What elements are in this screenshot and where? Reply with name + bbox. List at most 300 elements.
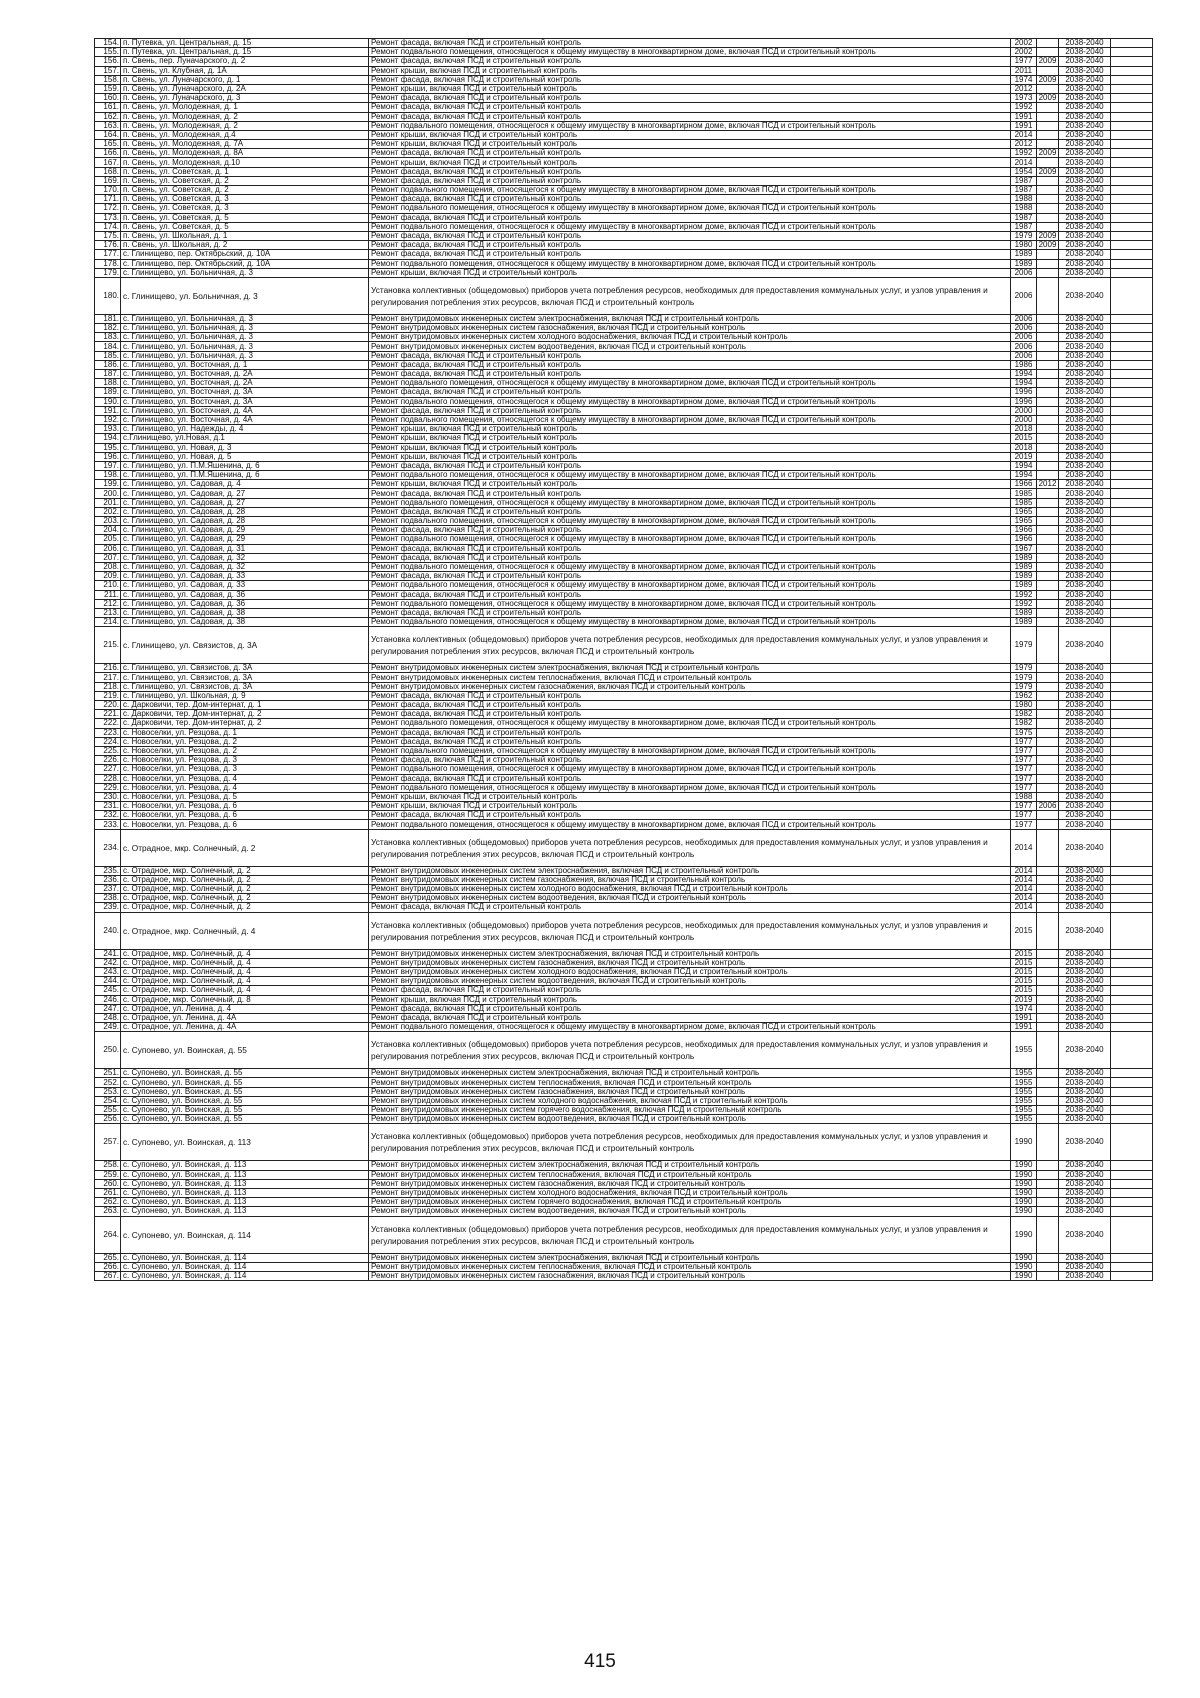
work-type-cell: Ремонт фасада, включая ПСД и строительный контроль xyxy=(369,406,1011,415)
planned-period-cell: 2038-2040 xyxy=(1059,222,1111,231)
extra-empty-cell xyxy=(1111,728,1153,737)
commission-year-cell: 1990 xyxy=(1011,1170,1037,1179)
address-cell: п. Свень, ул. Школьная, д. 1 xyxy=(121,231,369,240)
extra-empty-cell xyxy=(1111,627,1153,664)
row-number: 177. xyxy=(95,250,121,259)
table-row xyxy=(95,1253,1153,1262)
commission-year-cell: 2018 xyxy=(1011,443,1037,452)
commission-year-cell: 1977 xyxy=(1011,802,1037,811)
planned-period-cell: 2038-2040 xyxy=(1059,912,1111,949)
extra-empty-cell xyxy=(1111,1124,1153,1161)
planned-period-cell: 2038-2040 xyxy=(1059,342,1111,351)
table-row xyxy=(95,204,1153,213)
extra-empty-cell xyxy=(1111,1069,1153,1078)
table-row xyxy=(95,820,1153,829)
commission-year-cell: 1991 xyxy=(1011,1023,1037,1032)
work-type-cell: Ремонт фасада, включая ПСД и строительный контроль xyxy=(369,103,1011,112)
extra-empty-cell xyxy=(1111,342,1153,351)
last-repair-year-cell xyxy=(1037,701,1059,710)
commission-year-cell: 1990 xyxy=(1011,1207,1037,1216)
work-type-cell: Ремонт внутридомовых инженерных систем холодного водоснабжения, включая ПСД и строительный контроль xyxy=(369,1188,1011,1197)
planned-period-cell: 2038-2040 xyxy=(1059,66,1111,75)
row-number: 195. xyxy=(95,443,121,452)
commission-year-cell: 1977 xyxy=(1011,756,1037,765)
address-cell: с. Супонево, ул. Воинская, д. 113 xyxy=(121,1198,369,1207)
address-cell: п. Свень, ул. Советская, д. 2 xyxy=(121,186,369,195)
planned-period-cell: 2038-2040 xyxy=(1059,75,1111,84)
commission-year-cell: 1979 xyxy=(1011,664,1037,673)
row-number: 203. xyxy=(95,517,121,526)
table-row xyxy=(95,130,1153,139)
row-number: 172. xyxy=(95,204,121,213)
work-type-cell: Ремонт фасада, включая ПСД и строительный контроль xyxy=(369,39,1011,48)
work-type-cell: Ремонт внутридомовых инженерных систем газоснабжения, включая ПСД и строительный контроль xyxy=(369,958,1011,967)
address-cell: с. Глинищево, ул. Восточная, д. 2А xyxy=(121,379,369,388)
address-cell: с. Отрадное, мкр. Солнечный, д. 2 xyxy=(121,885,369,894)
planned-period-cell: 2038-2040 xyxy=(1059,268,1111,277)
address-cell: с. Глинищево, ул. Связистов, д. 3А xyxy=(121,682,369,691)
commission-year-cell: 1954 xyxy=(1011,167,1037,176)
row-number: 170. xyxy=(95,186,121,195)
table-row xyxy=(95,1078,1153,1087)
last-repair-year-cell xyxy=(1037,406,1059,415)
extra-empty-cell xyxy=(1111,259,1153,268)
row-number: 159. xyxy=(95,84,121,93)
commission-year-cell: 2006 xyxy=(1011,342,1037,351)
last-repair-year-cell xyxy=(1037,544,1059,553)
last-repair-year-cell xyxy=(1037,1253,1059,1262)
row-number: 250. xyxy=(95,1032,121,1069)
planned-period-cell: 2038-2040 xyxy=(1059,397,1111,406)
row-number: 174. xyxy=(95,222,121,231)
work-type-cell: Ремонт внутридомовых инженерных систем холодного водоснабжения, включая ПСД и строительный контроль xyxy=(369,333,1011,342)
last-repair-year-cell: 2009 xyxy=(1037,167,1059,176)
planned-period-cell: 2038-2040 xyxy=(1059,885,1111,894)
planned-period-cell: 2038-2040 xyxy=(1059,1004,1111,1013)
last-repair-year-cell xyxy=(1037,986,1059,995)
extra-empty-cell xyxy=(1111,213,1153,222)
row-number: 204. xyxy=(95,526,121,535)
table-row xyxy=(95,977,1153,986)
work-type-cell: Установка коллективных (общедомовых) приборов учета потребления ресурсов, необходимых для предоставления коммунальных услуг, и узлов управления и регулирования потребления этих ресурсов, включая ПСД и строительный контроль xyxy=(369,829,1011,866)
row-number: 166. xyxy=(95,149,121,158)
commission-year-cell: 2014 xyxy=(1011,894,1037,903)
table-row xyxy=(95,627,1153,664)
table-row xyxy=(95,1106,1153,1115)
last-repair-year-cell xyxy=(1037,949,1059,958)
last-repair-year-cell xyxy=(1037,746,1059,755)
work-type-cell: Ремонт подвального помещения, относящегося к общему имуществу в многоквартирном доме, включая ПСД и строительный контроль xyxy=(369,204,1011,213)
work-type-cell: Ремонт крыши, включая ПСД и строительный контроль xyxy=(369,84,1011,93)
row-number: 239. xyxy=(95,903,121,912)
table-row xyxy=(95,562,1153,571)
planned-period-cell: 2038-2040 xyxy=(1059,894,1111,903)
address-cell: п. Свень, ул. Советская, д. 5 xyxy=(121,222,369,231)
planned-period-cell: 2038-2040 xyxy=(1059,360,1111,369)
last-repair-year-cell xyxy=(1037,351,1059,360)
table-row xyxy=(95,452,1153,461)
work-type-cell: Ремонт крыши, включая ПСД и строительный контроль xyxy=(369,452,1011,461)
planned-period-cell: 2038-2040 xyxy=(1059,39,1111,48)
row-number: 255. xyxy=(95,1106,121,1115)
work-type-cell: Ремонт фасада, включая ПСД и строительный контроль xyxy=(369,241,1011,250)
row-number: 171. xyxy=(95,195,121,204)
last-repair-year-cell xyxy=(1037,820,1059,829)
table-row xyxy=(95,590,1153,599)
table-row xyxy=(95,360,1153,369)
last-repair-year-cell xyxy=(1037,360,1059,369)
work-type-cell: Установка коллективных (общедомовых) приборов учета потребления ресурсов, необходимых для предоставления коммунальных услуг, и узлов управления и регулирования потребления этих ресурсов, включая ПСД и строительный контроль xyxy=(369,1124,1011,1161)
work-type-cell: Ремонт крыши, включая ПСД и строительный контроль xyxy=(369,66,1011,75)
planned-period-cell: 2038-2040 xyxy=(1059,746,1111,755)
row-number: 235. xyxy=(95,866,121,875)
planned-period-cell: 2038-2040 xyxy=(1059,517,1111,526)
work-type-cell: Ремонт внутридомовых инженерных систем холодного водоснабжения, включая ПСД и строительный контроль xyxy=(369,967,1011,976)
extra-empty-cell xyxy=(1111,820,1153,829)
planned-period-cell: 2038-2040 xyxy=(1059,425,1111,434)
row-number: 186. xyxy=(95,360,121,369)
table-row xyxy=(95,222,1153,231)
repair-schedule-table xyxy=(94,38,1153,1281)
commission-year-cell: 1989 xyxy=(1011,618,1037,627)
table-row xyxy=(95,894,1153,903)
commission-year-cell: 2006 xyxy=(1011,351,1037,360)
work-type-cell: Ремонт фасада, включая ПСД и строительный контроль xyxy=(369,544,1011,553)
work-type-cell: Ремонт внутридомовых инженерных систем теплоснабжения, включая ПСД и строительный контроль xyxy=(369,1078,1011,1087)
commission-year-cell: 1977 xyxy=(1011,774,1037,783)
work-type-cell: Ремонт подвального помещения, относящегося к общему имуществу в многоквартирном доме, включая ПСД и строительный контроль xyxy=(369,222,1011,231)
row-number: 209. xyxy=(95,572,121,581)
last-repair-year-cell xyxy=(1037,333,1059,342)
planned-period-cell: 2038-2040 xyxy=(1059,167,1111,176)
row-number: 225. xyxy=(95,746,121,755)
last-repair-year-cell xyxy=(1037,866,1059,875)
planned-period-cell: 2038-2040 xyxy=(1059,140,1111,149)
address-cell: с. Глинищево, ул. Садовая, д. 38 xyxy=(121,618,369,627)
last-repair-year-cell xyxy=(1037,728,1059,737)
commission-year-cell: 1992 xyxy=(1011,149,1037,158)
address-cell: п. Свень, ул. Молодежная, д. 1 xyxy=(121,103,369,112)
extra-empty-cell xyxy=(1111,746,1153,755)
table-row xyxy=(95,66,1153,75)
table-row xyxy=(95,186,1153,195)
planned-period-cell: 2038-2040 xyxy=(1059,1124,1111,1161)
planned-period-cell: 2038-2040 xyxy=(1059,967,1111,976)
row-number: 173. xyxy=(95,213,121,222)
planned-period-cell: 2038-2040 xyxy=(1059,370,1111,379)
address-cell: с. Новоселки, ул. Резцова, д. 4 xyxy=(121,783,369,792)
row-number: 228. xyxy=(95,774,121,783)
work-type-cell: Ремонт подвального помещения, относящегося к общему имуществу в многоквартирном доме, включая ПСД и строительный контроль xyxy=(369,820,1011,829)
extra-empty-cell xyxy=(1111,526,1153,535)
planned-period-cell: 2038-2040 xyxy=(1059,728,1111,737)
extra-empty-cell xyxy=(1111,977,1153,986)
table-row xyxy=(95,241,1153,250)
extra-empty-cell xyxy=(1111,691,1153,700)
address-cell: с. Глинищево, ул. Садовая, д. 36 xyxy=(121,590,369,599)
planned-period-cell: 2038-2040 xyxy=(1059,186,1111,195)
planned-period-cell: 2038-2040 xyxy=(1059,1032,1111,1069)
table-row xyxy=(95,1032,1153,1069)
address-cell: п. Свень, ул. Советская, д. 3 xyxy=(121,204,369,213)
commission-year-cell: 1977 xyxy=(1011,811,1037,820)
extra-empty-cell xyxy=(1111,664,1153,673)
last-repair-year-cell xyxy=(1037,1032,1059,1069)
table-row xyxy=(95,250,1153,259)
extra-empty-cell xyxy=(1111,829,1153,866)
commission-year-cell: 1987 xyxy=(1011,186,1037,195)
work-type-cell: Ремонт крыши, включая ПСД и строительный контроль xyxy=(369,130,1011,139)
address-cell: с. Новоселки, ул. Резцова, д. 3 xyxy=(121,765,369,774)
table-row xyxy=(95,268,1153,277)
last-repair-year-cell xyxy=(1037,268,1059,277)
row-number: 169. xyxy=(95,176,121,185)
planned-period-cell: 2038-2040 xyxy=(1059,406,1111,415)
commission-year-cell: 1989 xyxy=(1011,608,1037,617)
address-cell: с. Супонево, ул. Воинская, д. 114 xyxy=(121,1253,369,1262)
table-row xyxy=(95,94,1153,103)
planned-period-cell: 2038-2040 xyxy=(1059,388,1111,397)
table-row xyxy=(95,1170,1153,1179)
address-cell: с. Новоселки, ул. Резцова, д. 6 xyxy=(121,820,369,829)
commission-year-cell: 1992 xyxy=(1011,103,1037,112)
last-repair-year-cell xyxy=(1037,222,1059,231)
commission-year-cell: 1994 xyxy=(1011,379,1037,388)
address-cell: с. Супонево, ул. Воинская, д. 55 xyxy=(121,1096,369,1105)
row-number: 266. xyxy=(95,1262,121,1271)
row-number: 236. xyxy=(95,875,121,884)
planned-period-cell: 2038-2040 xyxy=(1059,1013,1111,1022)
row-number: 231. xyxy=(95,802,121,811)
commission-year-cell: 1988 xyxy=(1011,792,1037,801)
extra-empty-cell xyxy=(1111,1078,1153,1087)
planned-period-cell: 2038-2040 xyxy=(1059,94,1111,103)
table-row xyxy=(95,618,1153,627)
address-cell: с.Глинищево, ул.Новая, д.1 xyxy=(121,434,369,443)
table-row xyxy=(95,324,1153,333)
work-type-cell: Ремонт фасада, включая ПСД и строительный контроль xyxy=(369,360,1011,369)
commission-year-cell: 2015 xyxy=(1011,967,1037,976)
work-type-cell: Ремонт фасада, включая ПСД и строительный контроль xyxy=(369,213,1011,222)
address-cell: с. Супонево, ул. Воинская, д. 55 xyxy=(121,1087,369,1096)
last-repair-year-cell: 2006 xyxy=(1037,802,1059,811)
extra-empty-cell xyxy=(1111,756,1153,765)
extra-empty-cell xyxy=(1111,599,1153,608)
row-number: 202. xyxy=(95,507,121,516)
row-number: 267. xyxy=(95,1271,121,1280)
table-row xyxy=(95,1013,1153,1022)
last-repair-year-cell xyxy=(1037,737,1059,746)
work-type-cell: Ремонт внутридомовых инженерных систем теплоснабжения, включая ПСД и строительный контроль xyxy=(369,673,1011,682)
table-row xyxy=(95,912,1153,949)
last-repair-year-cell xyxy=(1037,562,1059,571)
commission-year-cell: 1990 xyxy=(1011,1179,1037,1188)
work-type-cell: Ремонт внутридомовых инженерных систем водоотведения, включая ПСД и строительный контроль xyxy=(369,894,1011,903)
extra-empty-cell xyxy=(1111,811,1153,820)
last-repair-year-cell xyxy=(1037,213,1059,222)
table-row xyxy=(95,314,1153,323)
planned-period-cell: 2038-2040 xyxy=(1059,986,1111,995)
last-repair-year-cell xyxy=(1037,425,1059,434)
planned-period-cell: 2038-2040 xyxy=(1059,1179,1111,1188)
commission-year-cell: 1989 xyxy=(1011,581,1037,590)
extra-empty-cell xyxy=(1111,48,1153,57)
work-type-cell: Ремонт фасада, включая ПСД и строительный контроль xyxy=(369,1004,1011,1013)
extra-empty-cell xyxy=(1111,388,1153,397)
extra-empty-cell xyxy=(1111,590,1153,599)
extra-empty-cell xyxy=(1111,186,1153,195)
planned-period-cell: 2038-2040 xyxy=(1059,434,1111,443)
table-row xyxy=(95,507,1153,516)
row-number: 191. xyxy=(95,406,121,415)
address-cell: с. Супонево, ул. Воинская, д. 55 xyxy=(121,1078,369,1087)
work-type-cell: Ремонт подвального помещения, относящегося к общему имуществу в многоквартирном доме, включая ПСД и строительный контроль xyxy=(369,562,1011,571)
extra-empty-cell xyxy=(1111,498,1153,507)
extra-empty-cell xyxy=(1111,701,1153,710)
work-type-cell: Ремонт внутридомовых инженерных систем газоснабжения, включая ПСД и строительный контроль xyxy=(369,1087,1011,1096)
address-cell: с. Новоселки, ул. Резцова, д. 1 xyxy=(121,728,369,737)
commission-year-cell: 1992 xyxy=(1011,590,1037,599)
work-type-cell: Ремонт фасада, включая ПСД и строительный контроль xyxy=(369,250,1011,259)
row-number: 199. xyxy=(95,480,121,489)
planned-period-cell: 2038-2040 xyxy=(1059,737,1111,746)
extra-empty-cell xyxy=(1111,912,1153,949)
last-repair-year-cell xyxy=(1037,342,1059,351)
row-number: 247. xyxy=(95,1004,121,1013)
extra-empty-cell xyxy=(1111,443,1153,452)
extra-empty-cell xyxy=(1111,1262,1153,1271)
work-type-cell: Ремонт подвального помещения, относящегося к общему имуществу в многоквартирном доме, включая ПСД и строительный контроль xyxy=(369,765,1011,774)
row-number: 179. xyxy=(95,268,121,277)
work-type-cell: Ремонт внутридомовых инженерных систем электроснабжения, включая ПСД и строительный контроль xyxy=(369,866,1011,875)
planned-period-cell: 2038-2040 xyxy=(1059,158,1111,167)
planned-period-cell: 2038-2040 xyxy=(1059,627,1111,664)
commission-year-cell: 2014 xyxy=(1011,903,1037,912)
address-cell: с. Супонево, ул. Воинская, д. 113 xyxy=(121,1207,369,1216)
address-cell: с. Глинищево, ул. Садовая, д. 36 xyxy=(121,599,369,608)
extra-empty-cell xyxy=(1111,535,1153,544)
work-type-cell: Ремонт подвального помещения, относящегося к общему имуществу в многоквартирном доме, включая ПСД и строительный контроль xyxy=(369,599,1011,608)
last-repair-year-cell xyxy=(1037,1170,1059,1179)
table-row xyxy=(95,1161,1153,1170)
row-number: 245. xyxy=(95,986,121,995)
planned-period-cell: 2038-2040 xyxy=(1059,701,1111,710)
work-type-cell: Ремонт крыши, включая ПСД и строительный контроль xyxy=(369,425,1011,434)
table-row xyxy=(95,599,1153,608)
work-type-cell: Ремонт внутридомовых инженерных систем теплоснабжения, включая ПСД и строительный контроль xyxy=(369,1262,1011,1271)
row-number: 263. xyxy=(95,1207,121,1216)
extra-empty-cell xyxy=(1111,1179,1153,1188)
work-type-cell: Ремонт фасада, включая ПСД и строительный контроль xyxy=(369,351,1011,360)
extra-empty-cell xyxy=(1111,370,1153,379)
table-row xyxy=(95,149,1153,158)
address-cell: п. Свень, пер. Луначарского, д. 2 xyxy=(121,57,369,66)
planned-period-cell: 2038-2040 xyxy=(1059,544,1111,553)
work-type-cell: Ремонт фасада, включая ПСД и строительный контроль xyxy=(369,489,1011,498)
row-number: 258. xyxy=(95,1161,121,1170)
row-number: 162. xyxy=(95,112,121,121)
last-repair-year-cell xyxy=(1037,912,1059,949)
last-repair-year-cell xyxy=(1037,1096,1059,1105)
address-cell: с. Глинищево, ул. Восточная, д. 4А xyxy=(121,415,369,424)
table-row xyxy=(95,333,1153,342)
work-type-cell: Ремонт внутридомовых инженерных систем электроснабжения, включая ПСД и строительный контроль xyxy=(369,314,1011,323)
last-repair-year-cell xyxy=(1037,627,1059,664)
row-number: 221. xyxy=(95,710,121,719)
last-repair-year-cell xyxy=(1037,1013,1059,1022)
work-type-cell: Ремонт фасада, включая ПСД и строительный контроль xyxy=(369,94,1011,103)
work-schedule-sheet xyxy=(94,38,1152,1281)
table-row xyxy=(95,1262,1153,1271)
commission-year-cell: 1974 xyxy=(1011,1004,1037,1013)
extra-empty-cell xyxy=(1111,1216,1153,1253)
work-type-cell: Ремонт подвального помещения, относящегося к общему имуществу в многоквартирном доме, включая ПСД и строительный контроль xyxy=(369,259,1011,268)
address-cell: с. Глинищево, ул. Надежды, д. 4 xyxy=(121,425,369,434)
address-cell: с. Супонево, ул. Воинская, д. 55 xyxy=(121,1069,369,1078)
table-row xyxy=(95,1188,1153,1197)
row-number: 261. xyxy=(95,1188,121,1197)
address-cell: с. Отрадное, ул. Ленина, д. 4А xyxy=(121,1013,369,1022)
extra-empty-cell xyxy=(1111,1188,1153,1197)
last-repair-year-cell xyxy=(1037,415,1059,424)
extra-empty-cell xyxy=(1111,783,1153,792)
commission-year-cell: 1990 xyxy=(1011,1161,1037,1170)
address-cell: с. Новоселки, ул. Резцова, д. 2 xyxy=(121,737,369,746)
last-repair-year-cell xyxy=(1037,250,1059,259)
address-cell: с. Супонево, ул. Воинская, д. 114 xyxy=(121,1216,369,1253)
address-cell: с. Глинищево, ул. Садовая, д. 29 xyxy=(121,526,369,535)
address-cell: с. Глинищево, ул. Садовая, д. 32 xyxy=(121,562,369,571)
commission-year-cell: 1979 xyxy=(1011,627,1037,664)
row-number: 187. xyxy=(95,370,121,379)
row-number: 241. xyxy=(95,949,121,958)
last-repair-year-cell xyxy=(1037,535,1059,544)
table-row xyxy=(95,231,1153,240)
table-row xyxy=(95,903,1153,912)
last-repair-year-cell xyxy=(1037,1161,1059,1170)
commission-year-cell: 1989 xyxy=(1011,553,1037,562)
row-number: 206. xyxy=(95,544,121,553)
table-row xyxy=(95,608,1153,617)
extra-empty-cell xyxy=(1111,875,1153,884)
work-type-cell: Ремонт фасада, включая ПСД и строительный контроль xyxy=(369,370,1011,379)
work-type-cell: Ремонт внутридомовых инженерных систем водоотведения, включая ПСД и строительный контроль xyxy=(369,342,1011,351)
table-row xyxy=(95,434,1153,443)
last-repair-year-cell xyxy=(1037,314,1059,323)
table-row xyxy=(95,370,1153,379)
row-number: 252. xyxy=(95,1078,121,1087)
commission-year-cell: 1979 xyxy=(1011,682,1037,691)
last-repair-year-cell xyxy=(1037,204,1059,213)
address-cell: с. Глинищево, ул. Больничная, д. 3 xyxy=(121,277,369,314)
table-row xyxy=(95,379,1153,388)
table-row xyxy=(95,802,1153,811)
last-repair-year-cell xyxy=(1037,277,1059,314)
row-number: 254. xyxy=(95,1096,121,1105)
commission-year-cell: 2006 xyxy=(1011,268,1037,277)
address-cell: с. Глинищево, ул. Садовая, д. 33 xyxy=(121,572,369,581)
row-number: 196. xyxy=(95,452,121,461)
extra-empty-cell xyxy=(1111,84,1153,93)
extra-empty-cell xyxy=(1111,507,1153,516)
commission-year-cell: 2006 xyxy=(1011,277,1037,314)
extra-empty-cell xyxy=(1111,765,1153,774)
extra-empty-cell xyxy=(1111,572,1153,581)
address-cell: с. Новоселки, ул. Резцова, д. 3 xyxy=(121,756,369,765)
planned-period-cell: 2038-2040 xyxy=(1059,351,1111,360)
commission-year-cell: 2015 xyxy=(1011,434,1037,443)
table-row xyxy=(95,84,1153,93)
